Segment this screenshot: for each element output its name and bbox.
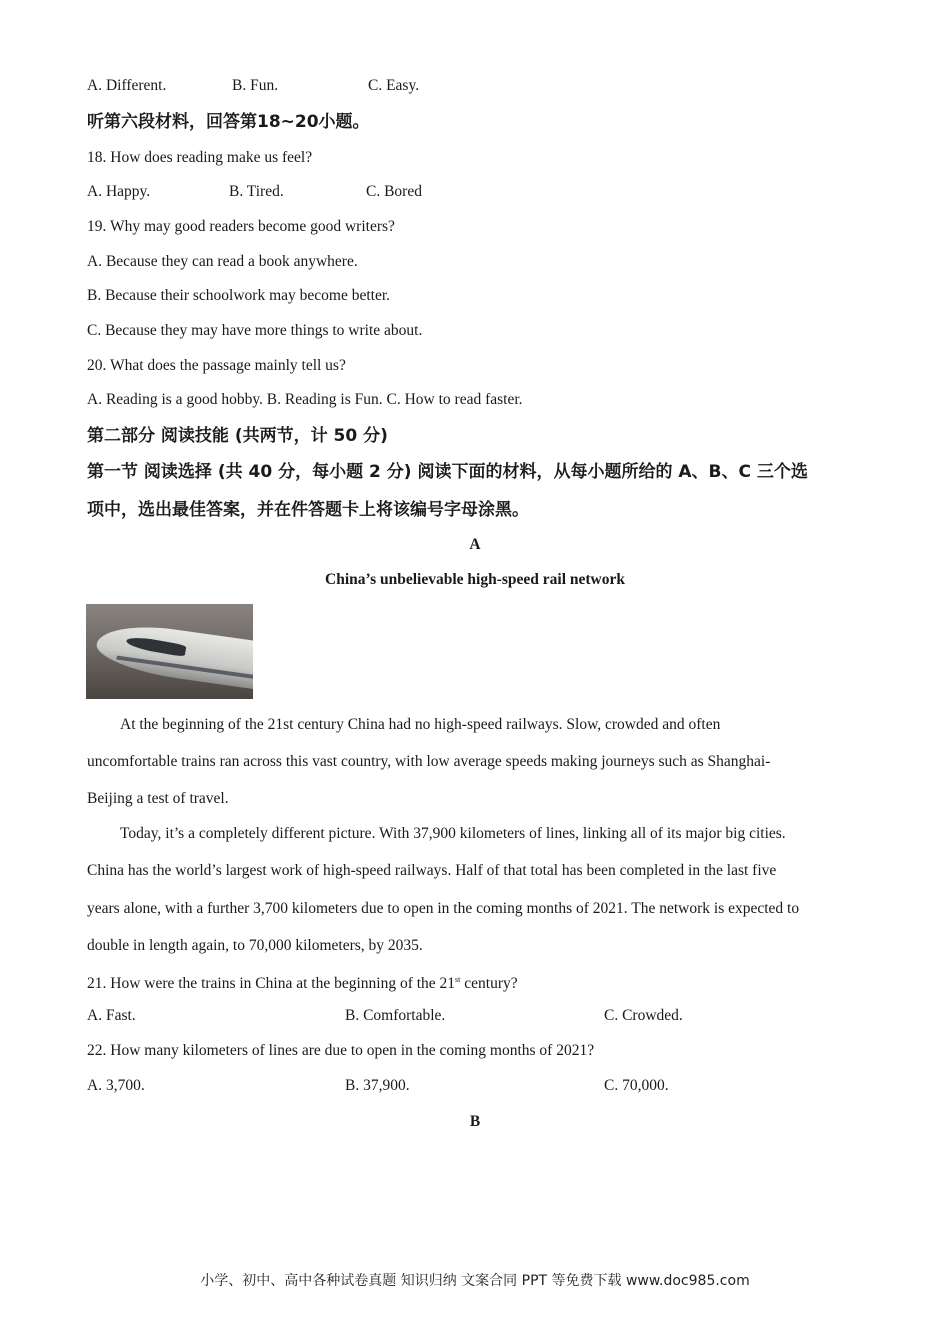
q21-question-sup: st	[455, 975, 461, 984]
q21-option-b: B. Comfortable.	[345, 1007, 446, 1024]
q18-option-a: A. Happy.	[87, 183, 151, 200]
passage-b-letter: B	[469, 1113, 481, 1130]
section6-header: 听第六段材料，回答第18~20小题。	[87, 112, 370, 132]
train-photo	[86, 604, 253, 699]
q21-option-a	[87, 1006, 136, 1026]
part2-title: 第二部分 阅读技能 (共两节，计 50 分)	[87, 426, 388, 446]
q22-option-c: C. 70,000.	[604, 1077, 669, 1094]
q20-options: A. Reading is a good hobby. B. Reading is Fun. C. How to read faster.	[87, 391, 523, 408]
q22-question: 22. How many kilometers of lines are due to open in the coming months of 2021?	[87, 1042, 595, 1059]
q21-question-post: century?	[460, 975, 518, 993]
passage-a-p1-line3: Beijing a test of travel.	[87, 790, 229, 807]
q18-question: 18. How does reading make us feel?	[87, 149, 313, 166]
section1-instructions-line1: 第一节 阅读选择 (共 40 分，每小题 2 分) 阅读下面的材料，从每小题所给的 A、B、C 三个选	[87, 462, 808, 482]
q18-option-b: B. Tired.	[229, 183, 284, 200]
q21-option-a-text: A. Fast.	[87, 1007, 136, 1024]
section1-instructions-line2: 项中，选出最佳答案，并在件答题卡上将该编号字母涂黑。	[87, 500, 529, 520]
passage-a-p1-line2: uncomfortable trains ran across this vast country, with low average speeds making journeys such as Shanghai-	[87, 753, 771, 770]
q19-question: 19. Why may good readers become good writers?	[87, 218, 395, 235]
footer-watermark: 小学、初中、高中各种试卷真题 知识归纳 文案合同 PPT 等免费下载 www.doc985.com	[200, 1273, 750, 1289]
q22-option-a: A. 3,700.	[87, 1077, 145, 1094]
q21-question-pre: 21. How were the trains in China at the beginning of the 21	[87, 975, 456, 993]
q19-option-a: A. Because they can read a book anywhere.	[87, 253, 358, 270]
q19-option-b: B. Because their schoolwork may become better.	[87, 287, 391, 304]
q17-option-c: C. Easy.	[368, 77, 420, 94]
passage-a-p2-line2: China has the world’s largest work of high-speed railways. Half of that total has been completed in the last five	[87, 862, 777, 879]
q22-option-b: B. 37,900.	[345, 1077, 410, 1094]
passage-a-title: China’s unbelievable high-speed rail network	[325, 571, 625, 588]
q21-option-c: C. Crowded.	[604, 1007, 683, 1024]
q18-option-c: C. Bored	[366, 183, 422, 200]
passage-a-p2-line3: years alone, with a further 3,700 kilometers due to open in the coming months of 2021. The network is expected to	[87, 900, 800, 917]
passage-a-p2-line1: Today, it’s a completely different picture. With 37,900 kilometers of lines, linking all of its major big cities.	[120, 825, 786, 842]
passage-a-p1-line1: At the beginning of the 21st century China had no high-speed railways. Slow, crowded and often	[120, 716, 721, 733]
q21-question	[87, 970, 518, 994]
q19-option-c: C. Because they may have more things to write about.	[87, 322, 423, 339]
q17-option-b: B. Fun.	[232, 77, 279, 94]
q20-question: 20. What does the passage mainly tell us?	[87, 357, 346, 374]
passage-a-p2-line4: double in length again, to 70,000 kilometers, by 2035.	[87, 937, 423, 954]
passage-a-letter: A	[469, 536, 481, 553]
q17-option-a: A. Different.	[87, 77, 167, 94]
